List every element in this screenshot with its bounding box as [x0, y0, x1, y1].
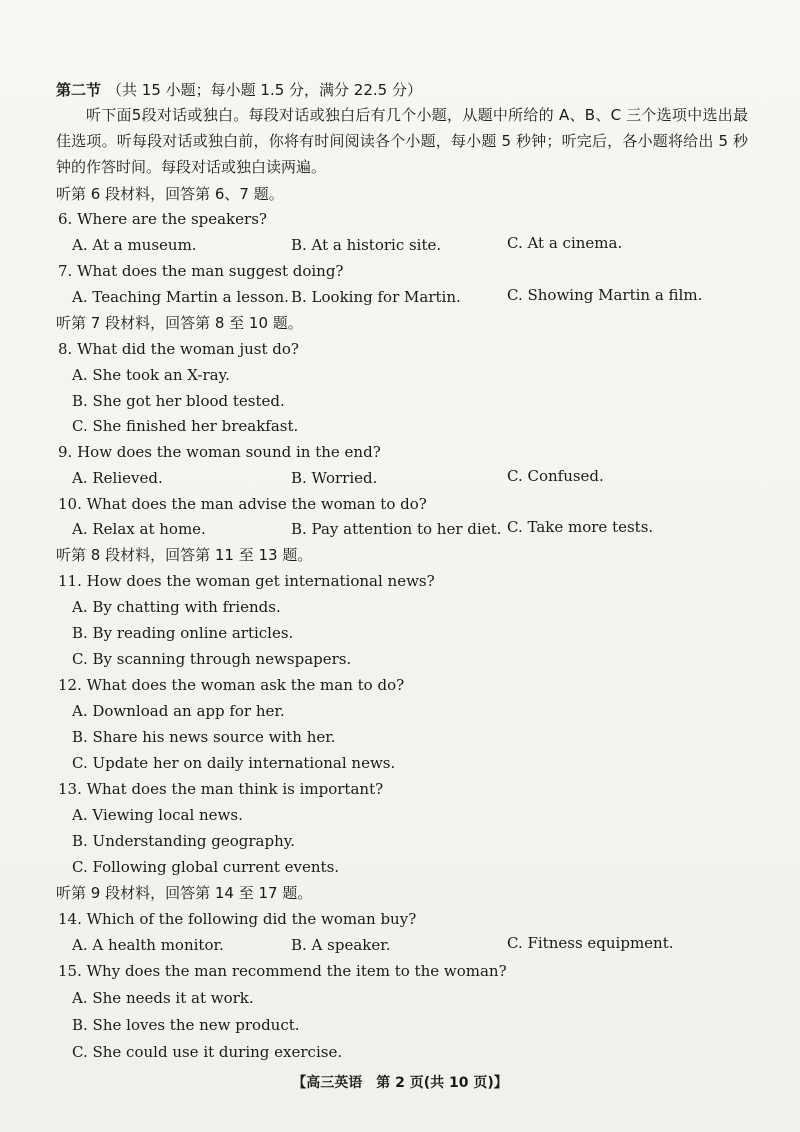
- question-11-stem: 11. How does the woman get international news?: [58, 572, 435, 590]
- question-9-option-a: A. Relieved.: [72, 469, 163, 487]
- question-12-stem: 12. What does the woman ask the man to do?: [58, 676, 405, 694]
- question-8-option-a: A. She took an X-ray.: [72, 366, 230, 384]
- question-7-stem: 7. What does the man suggest doing?: [58, 262, 344, 280]
- question-13-stem: 13. What does the man think is important?: [58, 780, 384, 798]
- question-15-option-b: B. She loves the new product.: [72, 1016, 300, 1034]
- question-10-stem: 10. What does the man advise the woman to do?: [58, 495, 427, 513]
- question-8-stem: 8. What did the woman just do?: [58, 340, 299, 358]
- question-7-option-a: A. Teaching Martin a lesson.: [72, 288, 289, 306]
- question-14-option-b: B. A speaker.: [291, 936, 391, 954]
- question-6-stem: 6. Where are the speakers?: [58, 210, 267, 228]
- question-9-option-c: C. Confused.: [507, 467, 604, 485]
- section-scoring-note: （共 15 小题；每小题 1.5 分，满分 22.5 分）: [107, 81, 422, 99]
- question-11-option-a: A. By chatting with friends.: [72, 598, 281, 616]
- question-6-option-c: C. At a cinema.: [507, 234, 623, 252]
- group-label-9: 听第 9 段材料，回答第 14 至 17 题。: [56, 884, 313, 902]
- question-8-option-c: C. She finished her breakfast.: [72, 417, 299, 435]
- group-label-6: 听第 6 段材料，回答第 6、7 题。: [56, 185, 284, 203]
- question-14-stem: 14. Which of the following did the woman buy?: [58, 910, 417, 928]
- group-label-8: 听第 8 段材料，回答第 11 至 13 题。: [56, 546, 313, 564]
- question-12-option-a: A. Download an app for her.: [72, 702, 285, 720]
- question-13-option-b: B. Understanding geography.: [72, 832, 296, 850]
- question-13-option-c: C. Following global current events.: [72, 858, 340, 876]
- question-15-option-a: A. She needs it at work.: [72, 989, 254, 1007]
- section-heading: [56, 80, 422, 100]
- question-11-option-b: B. By reading online articles.: [72, 624, 294, 642]
- question-12-option-b: B. Share his news source with her.: [72, 728, 336, 746]
- question-7-option-c: C. Showing Martin a film.: [507, 286, 703, 304]
- question-11-option-c: C. By scanning through newspapers.: [72, 650, 352, 668]
- question-10-option-b: B. Pay attention to her diet.: [291, 520, 502, 538]
- question-15-option-c: C. She could use it during exercise.: [72, 1043, 343, 1061]
- question-12-option-c: C. Update her on daily international news.: [72, 754, 396, 772]
- question-13-option-a: A. Viewing local news.: [72, 806, 243, 824]
- question-6-option-b: B. At a historic site.: [291, 236, 442, 254]
- question-9-stem: 9. How does the woman sound in the end?: [58, 443, 381, 461]
- question-10-option-a: A. Relax at home.: [72, 520, 206, 538]
- question-15-stem: 15. Why does the man recommend the item to the woman?: [58, 962, 507, 980]
- question-14-option-c: C. Fitness equipment.: [507, 934, 674, 952]
- question-6-option-a: A. At a museum.: [72, 236, 197, 254]
- section-instructions: 听下面5段对话或独白。每段对话或独白后有几个小题，从题中所给的 A、B、C 三个选项中选出最佳选项。听每段对话或独白前，你将有时间阅读各个小题，每小题 5 秒钟；听完后，各小题将给出 5 秒钟的作答时间。每段对话或独白读两遍。: [56, 106, 748, 176]
- question-7-option-b: B. Looking for Martin.: [291, 288, 461, 306]
- section-title: 第二节: [56, 81, 102, 99]
- question-9-option-b: B. Worried.: [291, 469, 378, 487]
- page-footer: 【高三英语 第 2 页(共 10 页)】: [292, 1075, 508, 1091]
- question-10-option-c: C. Take more tests.: [507, 518, 654, 536]
- question-14-option-a: A. A health monitor.: [72, 936, 224, 954]
- question-8-option-b: B. She got her blood tested.: [72, 392, 285, 410]
- group-label-7: 听第 7 段材料，回答第 8 至 10 题。: [56, 314, 303, 332]
